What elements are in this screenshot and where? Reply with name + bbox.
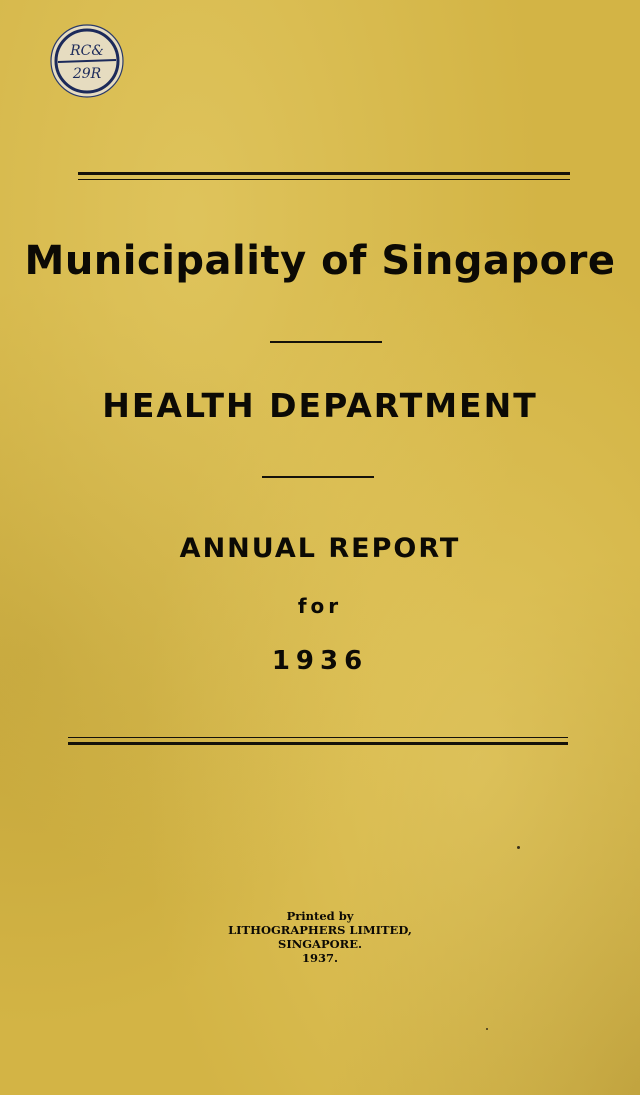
- for-label: for: [297, 594, 343, 618]
- cover-title: Municipality of Singapore: [24, 238, 616, 284]
- library-stamp-icon: [48, 22, 126, 100]
- printer-imprint: [0, 909, 640, 965]
- report-heading: ANNUAL REPORT: [179, 533, 461, 564]
- report-year: 1936: [271, 646, 369, 676]
- paper-speck: [517, 846, 520, 849]
- department-divider: [262, 476, 374, 478]
- stamp-text-bottom: 29R: [72, 66, 102, 82]
- printed-by-line: Printed by: [286, 909, 354, 923]
- bottom-double-rule: [68, 737, 568, 745]
- printer-city: SINGAPORE.: [278, 937, 362, 951]
- print-year: 1937.: [301, 951, 338, 965]
- printer-name: LITHOGRAPHERS LIMITED,: [228, 923, 412, 937]
- paper-speck: [486, 1028, 488, 1030]
- title-divider: [270, 341, 382, 343]
- stamp-text-top: RC&: [70, 43, 104, 59]
- department-heading: HEALTH DEPARTMENT: [102, 386, 538, 425]
- top-double-rule: [78, 172, 570, 180]
